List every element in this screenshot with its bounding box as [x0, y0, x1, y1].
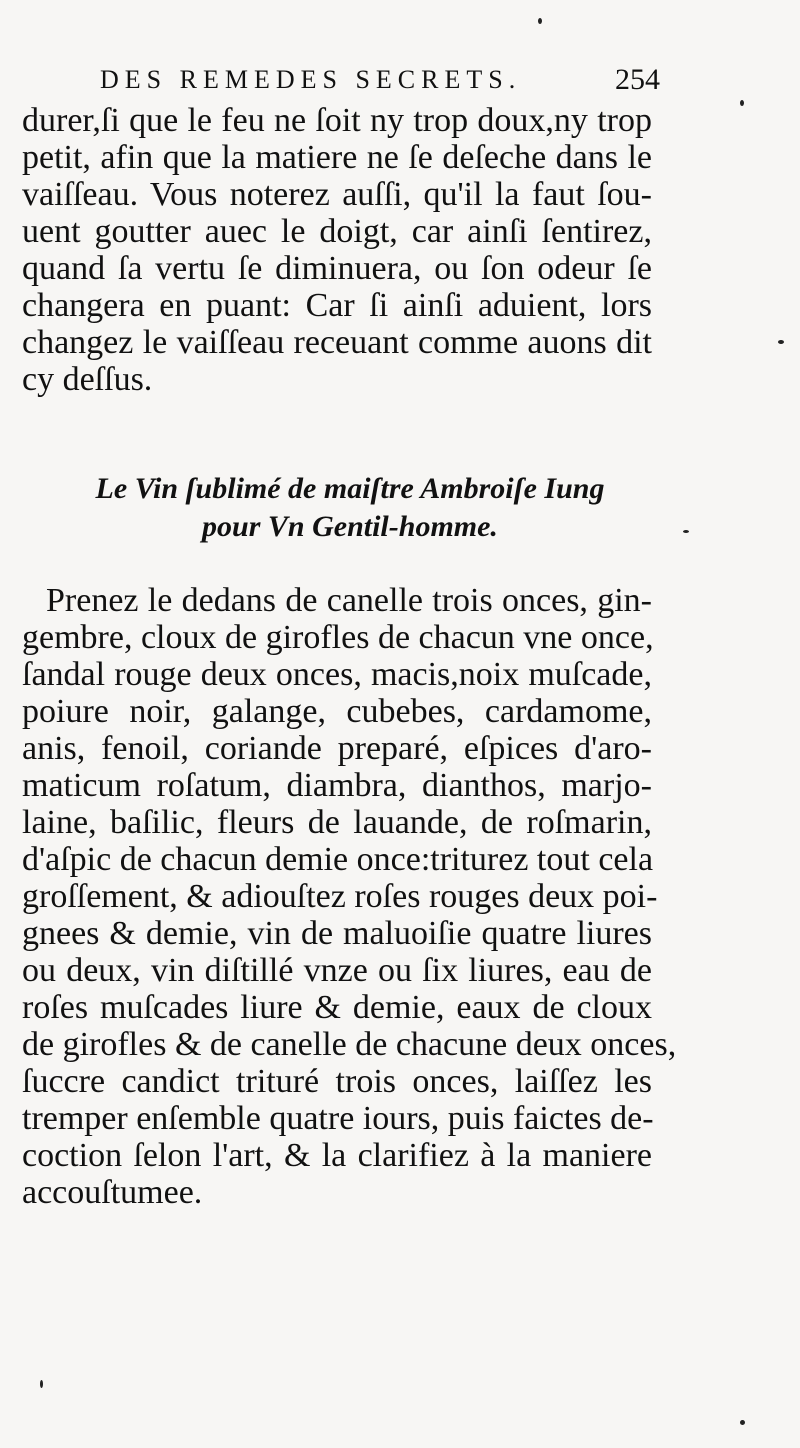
heading-line: pour Vn Gentil-homme.	[202, 510, 498, 543]
text-line: d'aſpic de chacun demie once:triturez tout cela	[22, 841, 654, 878]
text-line: gnees & demie, vin de maluoiſie quatre liures	[22, 915, 652, 952]
text-line: coction ſelon l'art, & la clarifiez à la maniere	[22, 1137, 652, 1174]
text-line: vaiſſeau. Vous noterez auſſi, qu'il la faut ſou-	[22, 176, 652, 213]
page-number: 254	[615, 63, 660, 96]
text-line: tremper enſemble quatre iours, puis faictes de-	[22, 1100, 654, 1137]
text-line: groſſement, & adiouſtez roſes rouges deux poi-	[22, 878, 658, 915]
heading-line: Le Vin ſublimé de maiſtre Ambroiſe Iung	[95, 472, 605, 505]
text-line: de girofles & de canelle de chacune deux onces,	[22, 1026, 677, 1063]
ink-speck	[683, 530, 689, 533]
text-line: anis, fenoil, coriande preparé, eſpices d'aro-	[22, 730, 652, 767]
text-line: ſandal rouge deux onces, macis,noix muſcade,	[22, 656, 652, 693]
text-line: quand ſa vertu ſe diminuera, ou ſon odeur ſe	[22, 250, 652, 287]
text-line: cy deſſus.	[22, 361, 153, 398]
text-line: changera en puant: Car ſi ainſi aduient, lors	[22, 287, 652, 324]
ink-speck	[740, 100, 744, 106]
ink-speck	[40, 1380, 43, 1388]
ink-speck	[778, 340, 784, 344]
text-line: gembre, cloux de girofles de chacun vne once,	[22, 619, 654, 656]
ink-speck	[538, 18, 542, 24]
text-line: changez le vaiſſeau receuant comme auons dit	[22, 324, 652, 361]
ink-speck	[740, 1420, 745, 1425]
text-line: durer,ſi que le feu ne ſoit ny trop doux,ny trop	[22, 102, 652, 139]
text-line: ou deux, vin diſtillé vnze ou ſix liures, eau de	[22, 952, 652, 989]
text-line: laine, baſilic, fleurs de lauande, de roſmarin,	[22, 804, 652, 841]
paragraph-1	[22, 102, 652, 398]
page-header	[100, 60, 660, 100]
text-line: roſes muſcades liure & demie, eaux de cloux	[22, 989, 652, 1026]
text-line: maticum roſatum, diambra, dianthos, marjo-	[22, 767, 652, 804]
text-line: accouſtumee.	[22, 1174, 203, 1211]
text-line: petit, afin que la matiere ne ſe deſeche dans le	[22, 139, 652, 176]
section-heading	[60, 470, 640, 546]
running-title: DES REMEDES SECRETS.	[100, 65, 522, 94]
text-line: poiure noir, galange, cubebes, cardamome,	[22, 693, 652, 730]
text-line: ſuccre candict trituré trois onces, laiſſez les	[22, 1063, 652, 1100]
text-line: uent goutter auec le doigt, car ainſi ſentirez,	[22, 213, 652, 250]
text-line: Prenez le dedans de canelle trois onces, gin-	[46, 582, 652, 619]
paragraph-2	[22, 582, 677, 1211]
